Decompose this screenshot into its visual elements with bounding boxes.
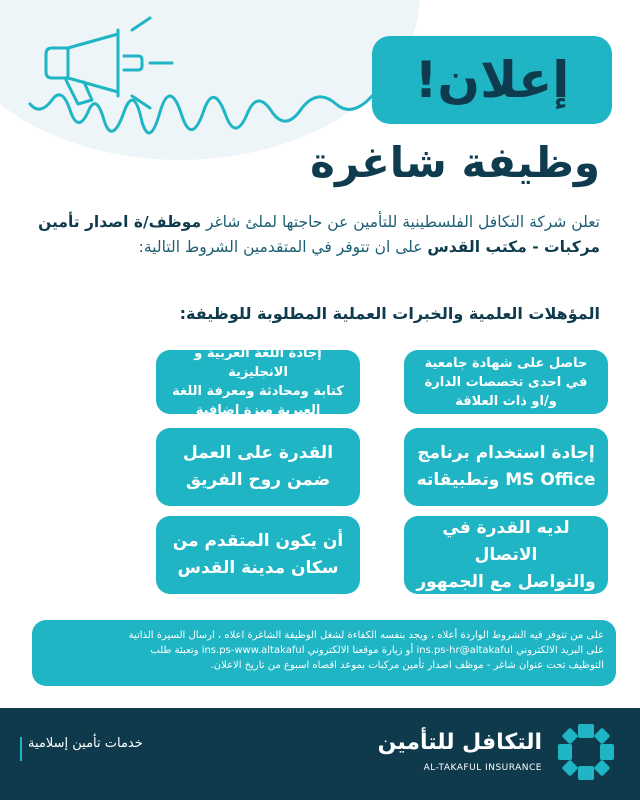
requirement-card-teamwork	[156, 428, 360, 506]
announcement-banner	[372, 36, 612, 124]
card-line: إجادة استخدام برنامج	[417, 443, 595, 463]
intro-paragraph	[38, 210, 600, 260]
application-instructions	[32, 620, 616, 686]
takaful-logo-icon	[556, 722, 616, 782]
requirement-card-degree	[404, 350, 608, 414]
divider	[20, 737, 22, 761]
card-line: أن يكون المتقدم من	[172, 531, 344, 551]
requirement-card-ms-office	[404, 428, 608, 506]
requirement-card-languages	[156, 346, 360, 418]
card-line: القدرة على العمل	[182, 443, 334, 463]
note-line: على من تتوفر فيه الشروط الواردة أعلاه ، ويجد بنفسه الكفاءة لشغل الوظيفة الشاغرة اعلاه ، ارسال السيرة الذاتية	[128, 630, 604, 641]
job-title: وظيفة شاغرة	[310, 138, 600, 187]
card-line: و/او ذات العلاقة	[455, 393, 557, 409]
services-tagline: خدمات تأمين إسلامية	[28, 736, 143, 751]
brand-name-arabic: التكافل للتأمين	[377, 730, 542, 755]
card-line: إجادة اللغة العربية و الانجليزية	[194, 346, 322, 380]
requirement-card-communication	[404, 516, 608, 594]
intro-text-part2: على ان تتوفر في المتقدمين الشروط التالية:	[138, 238, 428, 256]
card-line: حاصل على شهادة جامعية	[424, 355, 588, 371]
card-line: في احدى تخصصات الدارة	[424, 374, 588, 390]
intro-text-part1: تعلن شركة التكافل الفلسطينية للتأمين عن حاجتها لملئ شاغر	[201, 213, 600, 231]
card-line: كتابة ومحادثة ومعرفة اللغة	[172, 384, 344, 399]
card-line: ضمن روح الفريق	[185, 470, 331, 490]
intro-position-name: موظف/ة اصدار تأمين مركبات - مكتب القدس	[38, 213, 600, 256]
announcement-title: إعلان!	[414, 51, 570, 109]
brand-name-english: AL-TAKAFUL INSURANCE	[423, 763, 542, 773]
note-line: على البريد الالكتروني ins.ps-hr@altakaful أو زيارة موقعنا الالكتروني ins.ps-www.altakaful وتعبئة طلب	[150, 645, 604, 656]
requirement-card-jerusalem-resident	[156, 516, 360, 594]
note-line: التوظيف تحت عنوان شاغر - موظف اصدار تأمين مركبات بموعد اقصاه اسبوع من تاريخ الاعلان.	[210, 660, 604, 671]
card-line: سكان مدينة القدس	[177, 558, 339, 578]
footer	[0, 708, 640, 800]
card-line: MS Office وتطبيقاته	[416, 470, 596, 490]
card-line: والتواصل مع الجمهور	[416, 571, 596, 592]
card-line: العبرية ميزة اضافية	[195, 403, 321, 418]
card-line: لديه القدرة في الاتصال	[442, 517, 570, 565]
qualifications-heading: المؤهلات العلمية والخبرات العملية المطلوبة للوظيفة:	[179, 304, 600, 323]
